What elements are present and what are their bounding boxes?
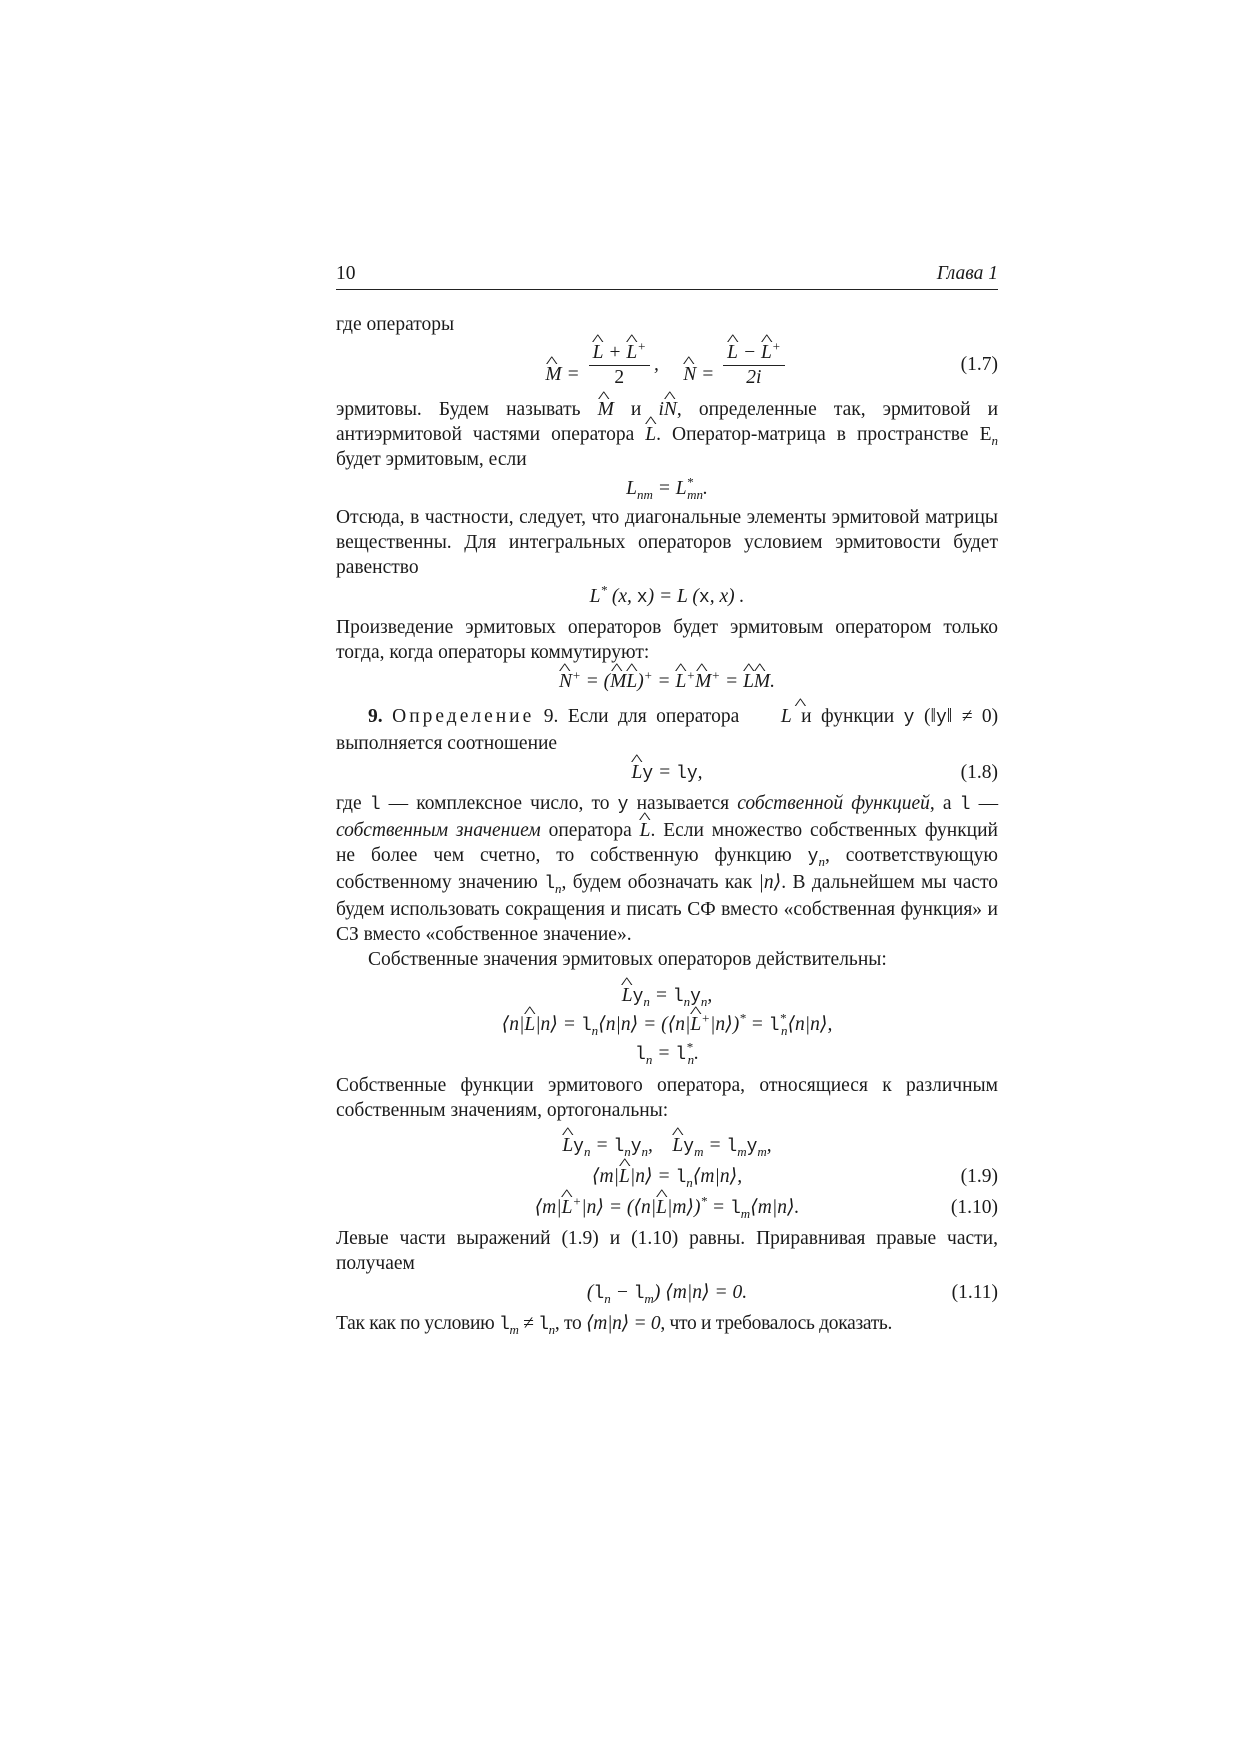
chapter-title: Глава 1: [936, 263, 998, 284]
equation-1-9: ⟨m|^ L|n⟩ = $l_n⟨m|n⟩$, (1.9): [336, 1164, 998, 1191]
equation-integral-kernel: L* (x, x) = L (x, x) .: [589, 582, 745, 608]
equation-1-8: ^ Ly = ly, (1.8): [336, 760, 998, 787]
paragraph: где операторы: [336, 314, 455, 335]
equation-1-7: ^ M = ^ $\frac{L + \^{} L^+}{2}$ , ^ N = ^ $\frac{L - \^{} L^+}{2i}$ (1.7): [336, 341, 998, 389]
equation-product: ^ N+ = (^ M^ L)+ = ^ L+^ M+ = ^ L^ M.: [336, 669, 998, 694]
page-number: 10: [336, 263, 356, 284]
equation-number: (1.8): [960, 762, 998, 783]
paragraph: Отсюда, в частности, следует, что диагональные элементы эрмитовой матрицы вещественны. Для интегральных операторов условием эрмитовости будет равенство: [336, 507, 998, 578]
equation-real-eigenvalues: ^ $Ly_n = l_ny_n$, ⟨n|^ L|n⟩ = $l_n⟨n|n⟩$ = (⟨n|^ L+|n⟩)* = $l^*_n⟨n|n⟩$, $l_n = l^*_n$.: [336, 982, 998, 1069]
paragraph: Так как по условию $l_m \ne l_n$, то ⟨m|n⟩ = 0, что и требовалось доказать.: [336, 1313, 893, 1337]
paragraph: где l — комплексное число, то y называется собственной функцией, а l — собственным значением оператора ^ L. Если множество собственных функций не более чем счетно, то собственную функцию $y_n$, соответствующую собственному значению $l_n$, будем обозначать как |n⟩. В дальнейшем мы часто будем использовать сокращения и писать СФ вместо «собственная функция» и СЗ вместо «собственное значение».: [336, 791, 998, 947]
paragraph: Собственные значения эрмитовых операторов действительны:: [368, 949, 887, 970]
page: [336, 262, 998, 1338]
paragraph: Произведение эрмитовых операторов будет эрмитовым оператором только тогда, когда операторы коммутируют:: [336, 617, 998, 663]
equation-1-10: ⟨m|^ L+|n⟩ = (⟨n|^ L|m⟩)* = $l_m⟨m|n⟩$. (1.10): [336, 1195, 998, 1222]
equation-number: (1.9): [960, 1166, 998, 1187]
paragraph: эрмитовы. Будем называть ^ M и i^ N, определенные так, эрмитовой и антиэрмитовой частями оператора ^ L. Оператор-матрица в пространстве $E_n$ будет эрмитовым, если: [336, 397, 998, 472]
equation-1-11: $(l_n - l_m)$ ⟨m|n⟩ = 0. (1.11): [586, 1282, 998, 1306]
definition-paragraph: 9. Определение 9. Если для оператора ^ L и функции y (‖y‖ ≠ 0) выполняется соотношение: [336, 704, 998, 756]
paragraph: Собственные функции эрмитового оператора, относящиеся к различным собственным значениям, ортогональны:: [336, 1075, 998, 1121]
paragraph: Левые части выражений (1.9) и (1.10) равны. Приравнивая правые части, получаем: [336, 1228, 998, 1274]
equation-eigenpairs: ^ $Ly_n = l_ny_n$, ^ $Ly_m = l_my_m$,: [336, 1133, 998, 1160]
equation-number: (1.11): [951, 1282, 998, 1303]
running-header: [336, 262, 998, 290]
equation-number: (1.10): [950, 1197, 998, 1218]
equation-number: (1.7): [960, 354, 998, 375]
equation-hermitian-matrix: $L_{nm} = L^*_{mn}$.: [626, 474, 708, 502]
